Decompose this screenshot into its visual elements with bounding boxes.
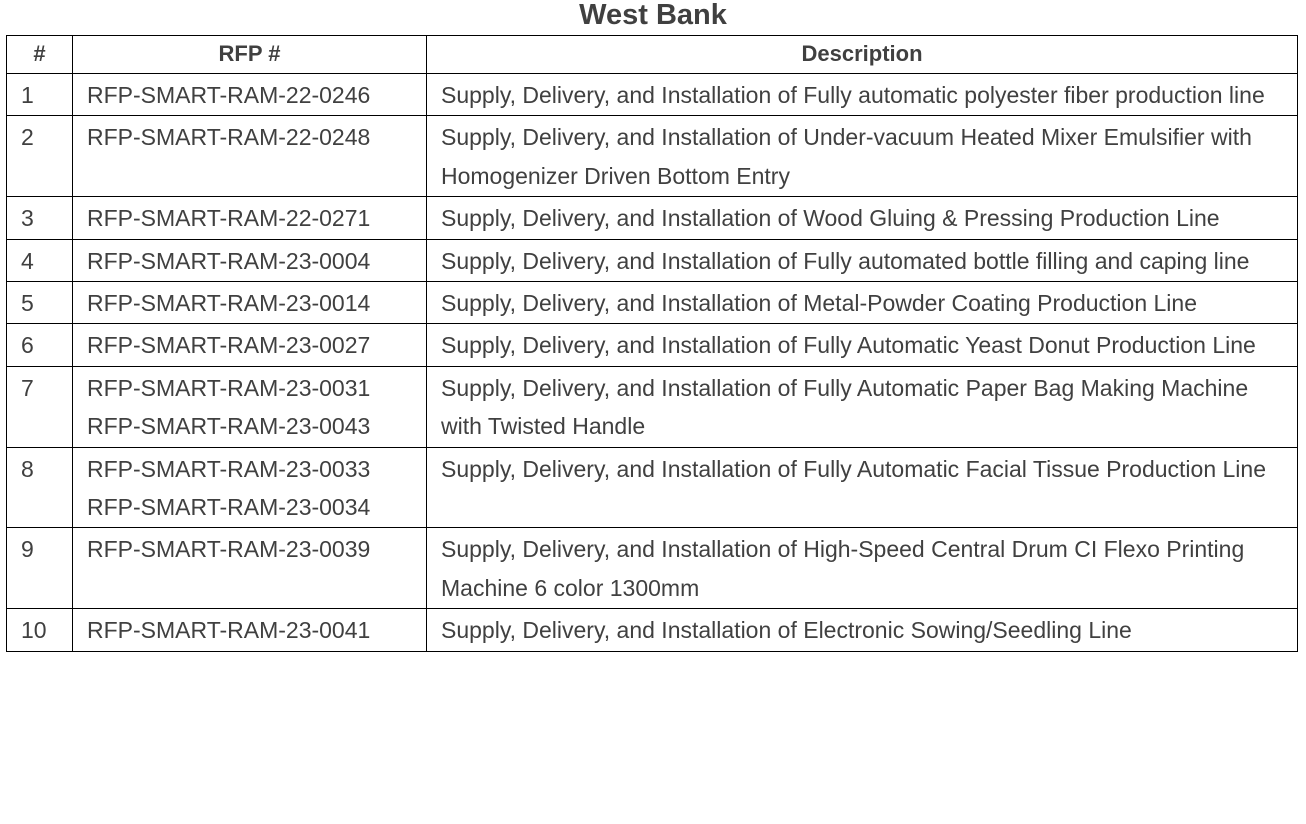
rfp-number-cell	[73, 74, 427, 116]
rfp-number: RFP-SMART-RAM-22-0271	[87, 205, 371, 232]
table-row	[7, 324, 1298, 366]
row-description: Supply, Delivery, and Installation of Wood Gluing & Pressing Production Line	[427, 197, 1298, 239]
table-row	[7, 74, 1298, 116]
rfp-number-cell	[73, 324, 427, 366]
table-header	[7, 36, 1298, 74]
rfp-number: RFP-SMART-RAM-22-0248	[87, 124, 371, 151]
rfp-number-cell	[73, 609, 427, 651]
row-number: 2	[7, 116, 73, 197]
table-row	[7, 239, 1298, 281]
table-row	[7, 528, 1298, 609]
row-number: 9	[7, 528, 73, 609]
rfp-number: RFP-SMART-RAM-23-0041	[87, 617, 371, 644]
rfp-number: RFP-SMART-RAM-23-0033	[87, 455, 371, 482]
header-description: Description	[427, 36, 1298, 74]
rfp-number: RFP-SMART-RAM-22-0246	[87, 82, 371, 108]
header-num: #	[7, 36, 73, 74]
rfp-number: RFP-SMART-RAM-23-0034	[87, 494, 371, 521]
table-row	[7, 447, 1298, 528]
row-number: 7	[7, 366, 73, 447]
row-description: Supply, Delivery, and Installation of Fully Automatic Yeast Donut Production Line	[427, 324, 1298, 366]
row-description: Supply, Delivery, and Installation of Fully automatic polyester fiber production line	[427, 74, 1298, 116]
row-description: Supply, Delivery, and Installation of Electronic Sowing/Seedling Line	[427, 609, 1298, 651]
row-number: 6	[7, 324, 73, 366]
row-number: 5	[7, 282, 73, 324]
row-number: 8	[7, 447, 73, 528]
row-description: Supply, Delivery, and Installation of High-Speed Central Drum CI Flexo Printing Machine 6 color 1300mm	[427, 528, 1298, 609]
rfp-number-cell	[73, 366, 427, 447]
rfp-number-cell	[73, 528, 427, 609]
row-number: 1	[7, 74, 73, 116]
row-description: Supply, Delivery, and Installation of Under-vacuum Heated Mixer Emulsifier with Homogenizer Driven Bottom Entry	[427, 116, 1298, 197]
row-number: 3	[7, 197, 73, 239]
rfp-number-cell	[73, 197, 427, 239]
header-rfp: RFP #	[73, 36, 427, 74]
rfp-number: RFP-SMART-RAM-23-0039	[87, 536, 371, 563]
row-description: Supply, Delivery, and Installation of Fully automated bottle filling and caping line	[427, 239, 1298, 281]
rfp-number-cell	[73, 239, 427, 281]
table-row	[7, 609, 1298, 651]
table-row	[7, 197, 1298, 239]
rfp-number-cell	[73, 282, 427, 324]
table-row	[7, 282, 1298, 324]
row-description: Supply, Delivery, and Installation of Metal-Powder Coating Production Line	[427, 282, 1298, 324]
row-description: Supply, Delivery, and Installation of Fully Automatic Paper Bag Making Machine with Twisted Handle	[427, 366, 1298, 447]
row-number: 4	[7, 239, 73, 281]
rfp-number: RFP-SMART-RAM-23-0027	[87, 332, 371, 359]
row-description: Supply, Delivery, and Installation of Fully Automatic Facial Tissue Production Line	[427, 447, 1298, 528]
rfp-table	[6, 35, 1298, 652]
rfp-number: RFP-SMART-RAM-23-0043	[87, 413, 371, 440]
table-body	[7, 74, 1298, 652]
rfp-number: RFP-SMART-RAM-23-0004	[87, 247, 371, 274]
row-number: 10	[7, 609, 73, 651]
rfp-number-cell	[73, 447, 427, 528]
rfp-number: RFP-SMART-RAM-23-0031	[87, 374, 371, 401]
rfp-number: RFP-SMART-RAM-23-0014	[87, 290, 371, 317]
page-title: West Bank	[579, 0, 727, 31]
table-row	[7, 116, 1298, 197]
rfp-number-cell	[73, 116, 427, 197]
table-row	[7, 366, 1298, 447]
header-row	[7, 36, 1298, 74]
